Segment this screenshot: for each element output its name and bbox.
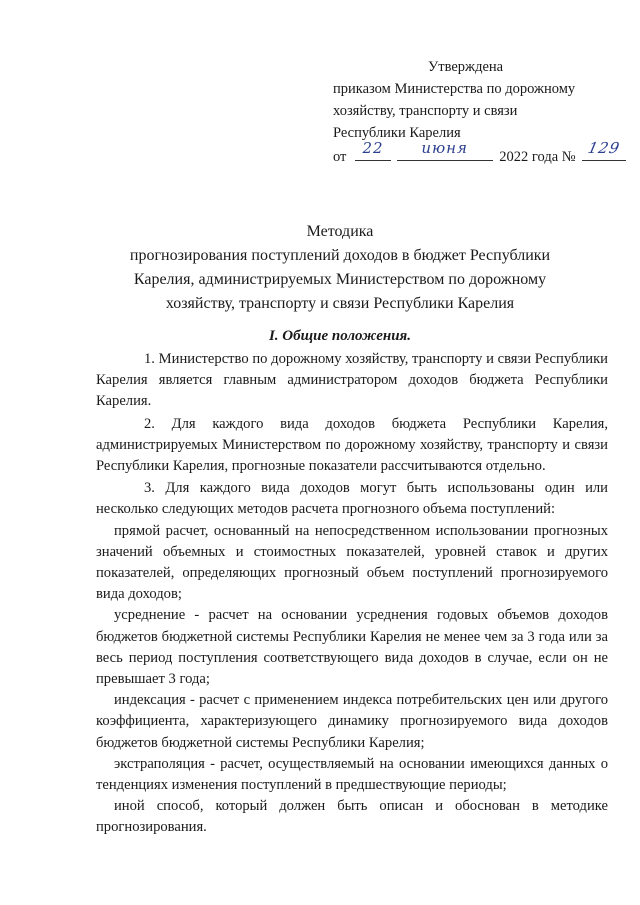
paragraph-3: 3. Для каждого вида доходов могут быть использованы один или несколько следующих методов расчета прогнозного объема поступлений: bbox=[96, 480, 608, 518]
approval-day-field bbox=[355, 139, 391, 161]
approval-number-handwritten: 129 bbox=[586, 139, 622, 157]
title-line-3: Карелия, администрируемых Министерством по дорожному bbox=[133, 271, 547, 288]
method-other: иной способ, который должен быть описан и обоснован в методике прогнозирования. bbox=[96, 798, 608, 836]
method-indexation: индексация - расчет с применением индекса потребительских цен или другого коэффициента, характеризующего динамику прогнозируемого вида доходов бюджетов бюджетной системы Республики Карелия; bbox=[96, 692, 608, 751]
paragraph-1: 1. Министерство по дорожному хозяйству, транспорту и связи Республики Карелия является главным администратором доходов бюджета Республики Карелия. bbox=[96, 351, 608, 410]
approval-block bbox=[333, 56, 622, 168]
approval-order-line: приказом Министерства по дорожному bbox=[333, 81, 576, 97]
document-title bbox=[90, 220, 590, 316]
approval-region-line: Республики Карелия bbox=[333, 125, 461, 141]
approval-year-text: 2022 года № bbox=[499, 149, 576, 165]
method-direct-calculation: прямой расчет, основанный на непосредственном использовании прогнозных значений объемных и стоимостных показателей, уровней ставок и других показателей, определяющих прогнозный объем поступлений прогнозируемого вида доходов; bbox=[96, 522, 608, 603]
approval-date-line bbox=[333, 139, 622, 168]
approval-number-field bbox=[582, 139, 626, 161]
document-body bbox=[96, 349, 608, 839]
section-heading: I. Общие положения. bbox=[268, 328, 412, 344]
approval-month-handwritten: июня bbox=[421, 139, 468, 157]
approval-label: Утверждена bbox=[428, 59, 504, 75]
title-line-1: Методика bbox=[306, 223, 374, 240]
method-averaging: усреднение - расчет на основании усреднения годовых объемов доходов бюджетов бюджетной системы Республики Карелия не менее чем за 3 года или за весь период поступления соответствующего вида доходов в случае, если он не превышает 3 года; bbox=[96, 607, 608, 688]
title-line-2: прогнозирования поступлений доходов в бюджет Республики bbox=[129, 247, 551, 264]
approval-from-label: от bbox=[333, 149, 347, 165]
approval-month-field bbox=[397, 139, 493, 161]
approval-day-handwritten: 22 bbox=[362, 139, 384, 157]
approval-ministry-line: хозяйству, транспорту и связи bbox=[333, 103, 518, 119]
paragraph-2: 2. Для каждого вида доходов бюджета Республики Карелия, администрируемых Министерством по дорожному хозяйству, транспорту и связи Республики Карелия, прогнозные показатели рассчитываются отдельно. bbox=[96, 415, 608, 475]
method-extrapolation: экстраполяция - расчет, осуществляемый на основании имеющихся данных о тенденциях изменения поступлений в предшествующие периоды; bbox=[96, 755, 608, 794]
title-line-4: хозяйству, транспорту и связи Республики Карелия bbox=[165, 295, 515, 312]
